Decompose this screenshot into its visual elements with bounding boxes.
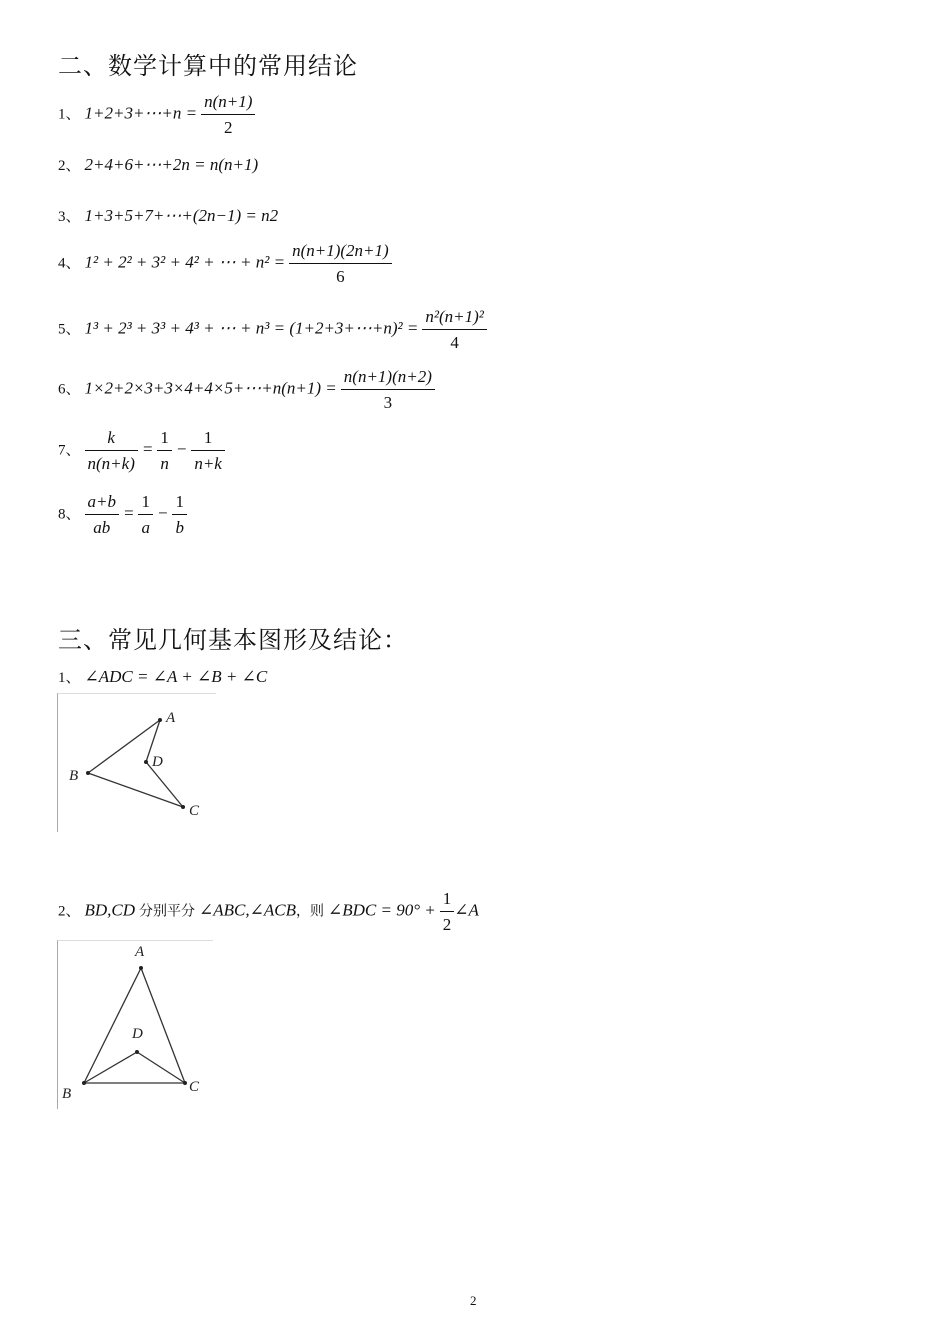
fraction-denominator: n (160, 454, 169, 473)
point-B (82, 1081, 86, 1085)
line-AC (141, 968, 185, 1083)
line-DC (137, 1052, 185, 1083)
formula-lhs: 1+2+3+⋯+n = (84, 103, 198, 123)
label-C: C (189, 1079, 200, 1095)
fraction-numerator: 1 (138, 492, 153, 515)
formula-fraction-b (172, 492, 187, 538)
formula-item-7 (58, 428, 225, 474)
formula-item-2 (58, 154, 258, 175)
formula-fraction (201, 92, 255, 138)
formula-fraction-b (191, 428, 225, 474)
fraction-numerator: 1 (191, 428, 225, 451)
fraction-denominator: n(n+k) (87, 454, 135, 473)
fraction-numerator: n(n+1)(n+2) (341, 367, 435, 390)
item-number: 1、 (58, 106, 81, 123)
formula-fraction (341, 367, 435, 413)
page-number: 2 (470, 1293, 477, 1308)
fraction-numerator: a+b (85, 492, 119, 515)
formula-part: ∠BDC = 90° + (328, 900, 436, 920)
point-D (135, 1050, 139, 1054)
fraction-denominator: 6 (336, 267, 345, 286)
minus-sign: − (175, 439, 188, 459)
formula-item-5 (58, 307, 487, 353)
label-A: A (135, 944, 145, 960)
formula-lhs: 1² + 2² + 3² + 4² + ⋯ + n² = (84, 252, 286, 272)
fraction-numerator: 1 (157, 428, 172, 451)
geometry-item-1 (58, 666, 267, 687)
formula-part: BD,CD (84, 900, 136, 920)
figure-concave-quadrilateral (57, 693, 216, 832)
formula-item-1 (58, 92, 255, 138)
figure-2-diagram (58, 941, 213, 1109)
section-2-title: 二、数学计算中的常用结论 (58, 52, 358, 80)
fraction-denominator: 3 (383, 393, 393, 412)
fraction-denominator: b (175, 518, 184, 537)
point-C (183, 1081, 187, 1085)
formula-fraction (440, 889, 455, 935)
label-B: B (69, 768, 79, 784)
formula-lhs: 1³ + 2³ + 3³ + 4³ + ⋯ + n³ = (1+2+3+⋯+n)² = (84, 318, 419, 338)
label-B: B (62, 1086, 72, 1102)
fraction-numerator: 1 (172, 492, 187, 515)
fraction-denominator: 2 (442, 915, 452, 934)
formula-expression: 1+3+5+7+⋯+(2n−1) = n (84, 206, 270, 225)
figure-1-diagram (58, 694, 216, 832)
label-D: D (152, 754, 163, 770)
item-number: 1、 (58, 670, 81, 686)
item-number: 2、 (58, 903, 81, 920)
equals-sign: = (141, 439, 154, 459)
formula-fraction-lhs (85, 428, 138, 474)
fraction-denominator: 2 (224, 118, 233, 137)
label-D: D (132, 1026, 143, 1042)
formula-fraction (289, 241, 392, 287)
formula-fraction-lhs (85, 492, 119, 538)
item-number: 2、 (58, 158, 81, 174)
formula-lhs: 1×2+2×3+3×4+4×5+⋯+n(n+1) = (84, 378, 337, 398)
formula-item-4 (58, 241, 392, 287)
point-B (86, 771, 90, 775)
section-3-title: 三、常见几何基本图形及结论： (58, 626, 408, 654)
item-number: 8、 (58, 506, 81, 523)
fraction-denominator: 4 (450, 333, 459, 352)
point-A (158, 718, 162, 722)
equals-sign: = (123, 503, 135, 523)
label-A: A (166, 710, 176, 726)
formula-expression: 2+4+6+⋯+2n = n(n+1) (84, 155, 259, 174)
formula-part: ∠ABC,∠ACB (199, 900, 296, 920)
item-number: 6、 (58, 381, 81, 398)
fraction-numerator: k (85, 428, 138, 451)
point-A (139, 966, 143, 970)
formula-part: ∠A (454, 900, 479, 920)
formula-text: ，则 (296, 903, 324, 920)
formula-item-8 (58, 492, 187, 538)
item-number: 7、 (58, 442, 81, 459)
item-number: 4、 (58, 255, 81, 272)
label-C: C (189, 803, 200, 819)
formula-exponent: 2 (269, 206, 279, 225)
figure-angle-bisector-triangle (57, 940, 213, 1109)
formula-text: 分别平分 (139, 903, 196, 920)
minus-sign: − (156, 503, 169, 523)
fraction-denominator: ab (93, 518, 111, 537)
item-number: 5、 (58, 321, 81, 338)
item-number: 3、 (58, 209, 81, 225)
point-C (181, 805, 185, 809)
formula-item-6 (58, 367, 435, 413)
geometry-item-2 (58, 889, 479, 935)
fraction-numerator: n(n+1)(2n+1) (289, 241, 392, 264)
fraction-denominator: n+k (194, 454, 222, 473)
geometry-formula: ∠ADC = ∠A + ∠B + ∠C (84, 667, 268, 686)
fraction-numerator: n²(n+1)² (422, 307, 487, 330)
fraction-numerator: 1 (440, 889, 455, 912)
fraction-numerator: n(n+1) (201, 92, 255, 115)
point-D (144, 760, 148, 764)
formula-fraction (422, 307, 487, 353)
formula-fraction-a (157, 428, 172, 474)
formula-fraction-a (138, 492, 153, 538)
formula-item-3 (58, 205, 278, 226)
fraction-denominator: a (141, 518, 150, 537)
